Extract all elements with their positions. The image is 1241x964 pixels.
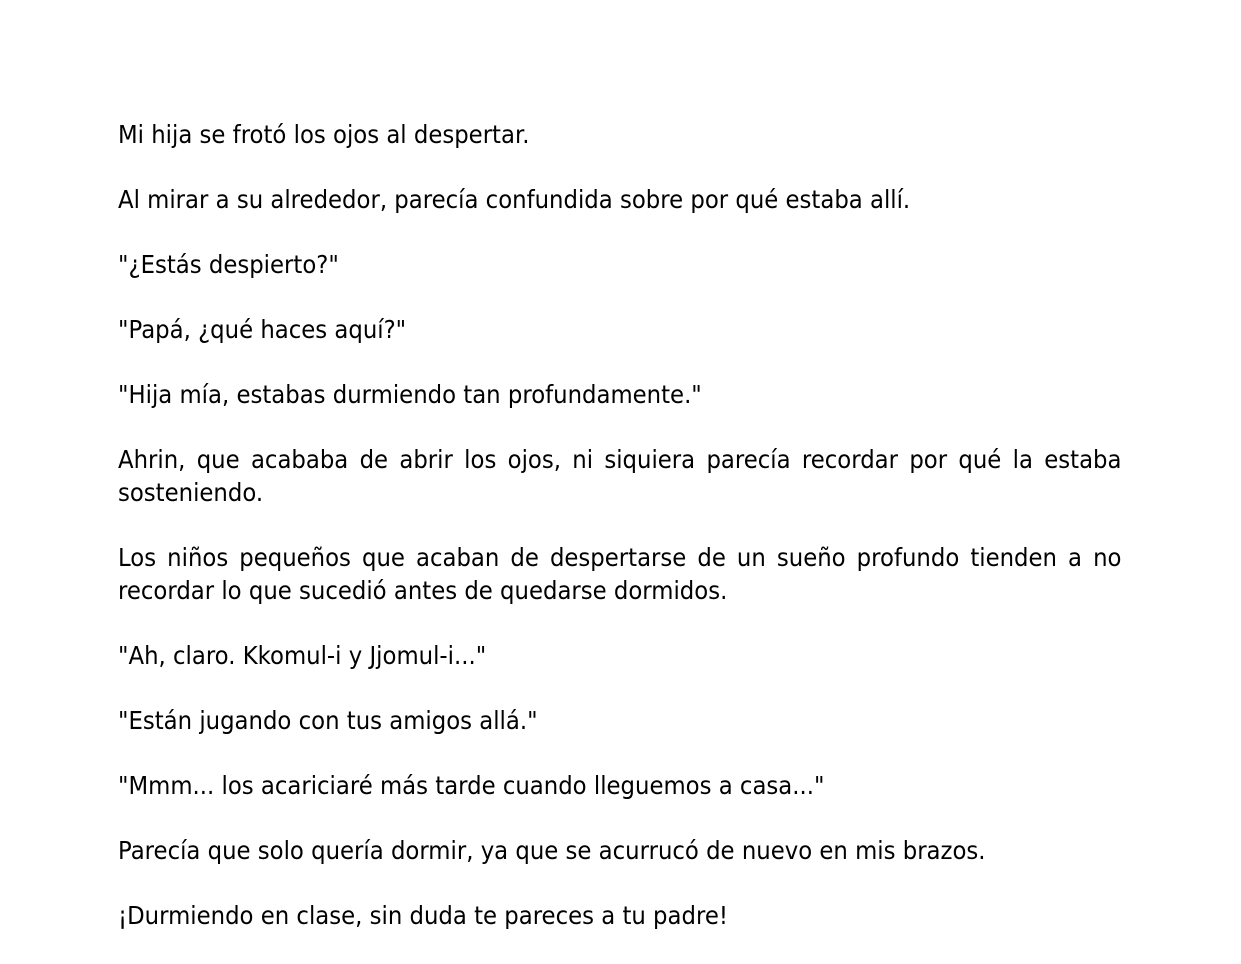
paragraph-2: Al mirar a su alrededor, parecía confundida sobre por qué estaba allí. xyxy=(118,185,911,214)
document-page xyxy=(118,118,1122,964)
paragraph-5: "Hija mía, estabas durmiendo tan profundamente." xyxy=(118,380,702,409)
paragraph-8: "Ah, claro. Kkomul-i y Jjomul-i..." xyxy=(118,641,487,670)
paragraph-10: "Mmm... los acariciaré más tarde cuando lleguemos a casa..." xyxy=(118,771,825,800)
paragraph-12: ¡Durmiendo en clase, sin duda te pareces a tu padre! xyxy=(118,901,728,930)
paragraph-1: Mi hija se frotó los ojos al despertar. xyxy=(118,120,530,149)
paragraph-3: "¿Estás despierto?" xyxy=(118,250,339,279)
paragraph-9: "Están jugando con tus amigos allá." xyxy=(118,706,538,735)
paragraph-4: "Papá, ¿qué haces aquí?" xyxy=(118,315,407,344)
paragraph-11: Parecía que solo quería dormir, ya que se acurrucó de nuevo en mis brazos. xyxy=(118,836,986,865)
paragraph-7: Los niños pequeños que acaban de despertarse de un sueño profundo tienden a no recordar lo que sucedió antes de quedarse dormidos. xyxy=(118,543,1122,605)
paragraph-6: Ahrin, que acababa de abrir los ojos, ni siquiera parecía recordar por qué la estaba sosteniendo. xyxy=(118,445,1122,507)
